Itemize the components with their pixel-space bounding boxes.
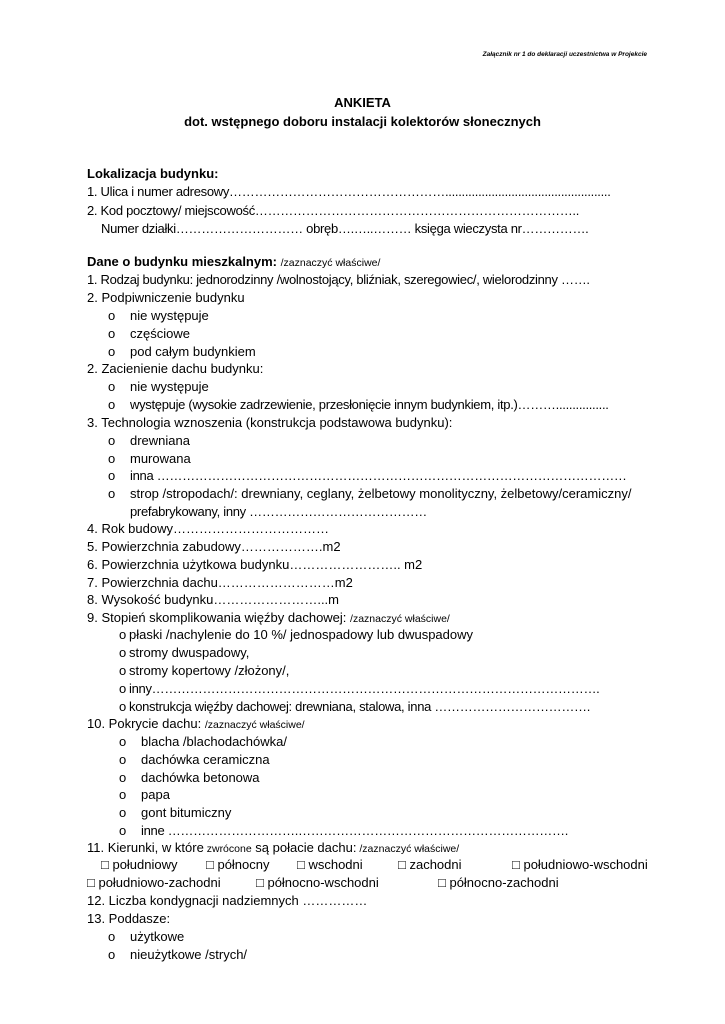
option-label: pod całym budynkiem	[130, 344, 256, 359]
q11-checkbox-north[interactable]: □ północny	[206, 857, 270, 872]
option-label: nieużytkowe /strych/	[130, 947, 248, 962]
q9-option-truss[interactable]	[119, 699, 590, 715]
street-field[interactable]: 1. Ulica i numer adresowy……………………………………………..................................................	[87, 184, 611, 199]
q2b-option-present[interactable]	[108, 397, 609, 413]
q3-ceiling-continuation[interactable]: prefabrykowany, inny ……………………………………	[130, 504, 427, 519]
option-label: dachówka betonowa	[141, 770, 260, 785]
q9-option-flat[interactable]	[119, 627, 473, 643]
location-heading: Lokalizacja budynku:	[87, 166, 219, 181]
q11-checkbox-west[interactable]: □ zachodni	[398, 857, 462, 872]
q5-built-area[interactable]: 5. Powierzchnia zabudowy……………….m2	[87, 539, 341, 554]
bullet-icon: o	[119, 805, 127, 820]
attachment-note: Załącznik nr 1 do deklaracji uczestnictwa w Projekcie	[482, 51, 647, 58]
q2-basement: 2. Podpiwniczenie budynku	[87, 290, 245, 305]
bullet-icon: o	[119, 663, 127, 678]
option-label: płaski /nachylenie do 10 %/ jednospadowy lub dwuspadowy	[129, 627, 473, 642]
option-label: stromy dwuspadowy,	[129, 645, 250, 660]
q3-construction: 3. Technologia wznoszenia (konstrukcja podstawowa budynku):	[87, 415, 453, 430]
option-label: nie występuje	[130, 379, 209, 394]
option-label: inny…………………………………………………………………………………………….	[129, 681, 600, 696]
q2-option-partial[interactable]	[108, 326, 190, 342]
document-subtitle: dot. wstępnego doboru instalacji kolektorów słonecznych	[184, 114, 541, 129]
q4-year-built[interactable]: 4. Rok budowy………………………………	[87, 521, 329, 536]
bullet-icon: o	[108, 344, 116, 359]
plot-field[interactable]: Numer działki………………………… obręb….…..……… księga wieczysta nr…………….	[101, 221, 589, 236]
bullet-icon: o	[108, 486, 116, 501]
building-heading-note: /zaznaczyć właściwe/	[280, 257, 381, 269]
q10-note: /zaznaczyć właściwe/	[204, 719, 305, 731]
bullet-icon: o	[119, 823, 126, 838]
q11-label-a: 11. Kierunki, w które	[87, 840, 204, 855]
q9-label: 9. Stopień skomplikowania więźby dachowej:	[87, 610, 347, 625]
bullet-icon: o	[119, 699, 126, 714]
option-label: występuje (wysokie zadrzewienie, przesłonięcie innym budynkiem, itp.)………................	[130, 397, 609, 412]
q10-roof-covering	[87, 716, 305, 733]
option-label: nie występuje	[130, 308, 209, 323]
bullet-icon: o	[108, 326, 116, 341]
q11-checkbox-south[interactable]: □ południowy	[101, 857, 178, 872]
option-label: użytkowe	[130, 929, 185, 944]
option-label: gont bitumiczny	[141, 805, 232, 820]
bullet-icon: o	[119, 681, 126, 696]
option-label: inna …………………………………………………………………………………………………	[130, 468, 627, 483]
building-heading	[87, 254, 380, 271]
bullet-icon: o	[119, 787, 127, 802]
q13-option-usable[interactable]	[108, 929, 184, 945]
q2-option-none[interactable]	[108, 308, 209, 324]
q10-option-other[interactable]	[119, 823, 568, 839]
option-label: stromy kopertowy /złożony/,	[129, 663, 290, 678]
q3-option-ceiling[interactable]	[108, 486, 631, 502]
document-title: ANKIETA	[334, 95, 391, 110]
building-heading-text: Dane o budynku mieszkalnym:	[87, 254, 277, 269]
q9-option-other[interactable]	[119, 681, 599, 697]
q3-option-masonry[interactable]	[108, 451, 191, 467]
q9-option-gable[interactable]	[119, 645, 249, 661]
q11-checkbox-east[interactable]: □ wschodni	[297, 857, 363, 872]
q8-building-height[interactable]: 8. Wysokość budynku……………………...m	[87, 592, 339, 607]
q9-note: /zaznaczyć właściwe/	[350, 613, 450, 625]
option-label: drewniana	[130, 433, 190, 448]
q13-option-attic[interactable]	[108, 947, 247, 963]
q11-roof-orientation	[87, 840, 459, 857]
option-label: strop /stropodach/: drewniany, ceglany, żelbetowy monolityczny, żelbetowy/ceramiczny/	[130, 486, 632, 501]
q13-attic: 13. Poddasze:	[87, 911, 171, 926]
option-label: murowana	[130, 451, 191, 466]
option-label: papa	[141, 787, 170, 802]
q11-note: /zaznaczyć właściwe/	[356, 843, 460, 855]
q3-option-wood[interactable]	[108, 433, 190, 449]
q9-option-hip[interactable]	[119, 663, 289, 679]
bullet-icon: o	[108, 379, 116, 394]
option-label: dachówka ceramiczna	[141, 752, 270, 767]
option-label: częściowe	[130, 326, 190, 341]
bullet-icon: o	[108, 397, 115, 412]
option-label: inne ………………………….……………………………………………………….	[141, 823, 569, 838]
option-label: blacha /blachodachówka/	[141, 734, 287, 749]
q12-floors[interactable]: 12. Liczba kondygnacji nadziemnych ……………	[87, 893, 368, 908]
q1-building-type[interactable]: 1. Rodzaj budynku: jednorodzinny /wolnostojący, bliźniak, szeregowiec/, wielorodzinny …….	[87, 272, 590, 287]
q9-roof-structure	[87, 610, 450, 627]
bullet-icon: o	[108, 468, 115, 483]
bullet-icon: o	[119, 627, 127, 642]
bullet-icon: o	[119, 645, 127, 660]
q10-option-shingle[interactable]	[119, 805, 231, 821]
bullet-icon: o	[108, 947, 116, 962]
q10-option-ceramic[interactable]	[119, 752, 270, 768]
bullet-icon: o	[119, 752, 127, 767]
q11-checkbox-southwest[interactable]: □ południowo-zachodni	[87, 875, 221, 890]
postal-field[interactable]: 2. Kod pocztowy/ miejscowość…………………………………………………………………..	[87, 203, 580, 218]
q10-label: 10. Pokrycie dachu:	[87, 716, 202, 731]
q11-checkbox-southeast[interactable]: □ południowo-wschodni	[512, 857, 648, 872]
q7-roof-area[interactable]: 7. Powierzchnia dachu………………………m2	[87, 575, 353, 590]
q10-option-sheet[interactable]	[119, 734, 287, 750]
q6-usable-area[interactable]: 6. Powierzchnia użytkowa budynku…………………….. m2	[87, 557, 423, 572]
q2b-option-none[interactable]	[108, 379, 209, 395]
bullet-icon: o	[108, 308, 116, 323]
q10-option-concrete[interactable]	[119, 770, 260, 786]
option-label: konstrukcja więźby dachowej: drewniana, stalowa, inna ……………………………….	[129, 699, 591, 714]
q3-option-other[interactable]	[108, 468, 627, 484]
q2b-roof-shading: 2. Zacienienie dachu budynku:	[87, 361, 264, 376]
q11-label-b: zwrócone	[203, 843, 252, 855]
q10-option-felt[interactable]	[119, 787, 170, 803]
q2-option-full[interactable]	[108, 344, 256, 360]
bullet-icon: o	[119, 770, 127, 785]
bullet-icon: o	[119, 734, 127, 749]
q11-checkbox-northeast[interactable]: □ północno-wschodni	[256, 875, 379, 890]
bullet-icon: o	[108, 451, 116, 466]
q11-checkbox-northwest[interactable]: □ północno-zachodni	[438, 875, 559, 890]
q11-label-c: są połacie dachu:	[251, 840, 357, 855]
bullet-icon: o	[108, 433, 116, 448]
bullet-icon: o	[108, 929, 116, 944]
